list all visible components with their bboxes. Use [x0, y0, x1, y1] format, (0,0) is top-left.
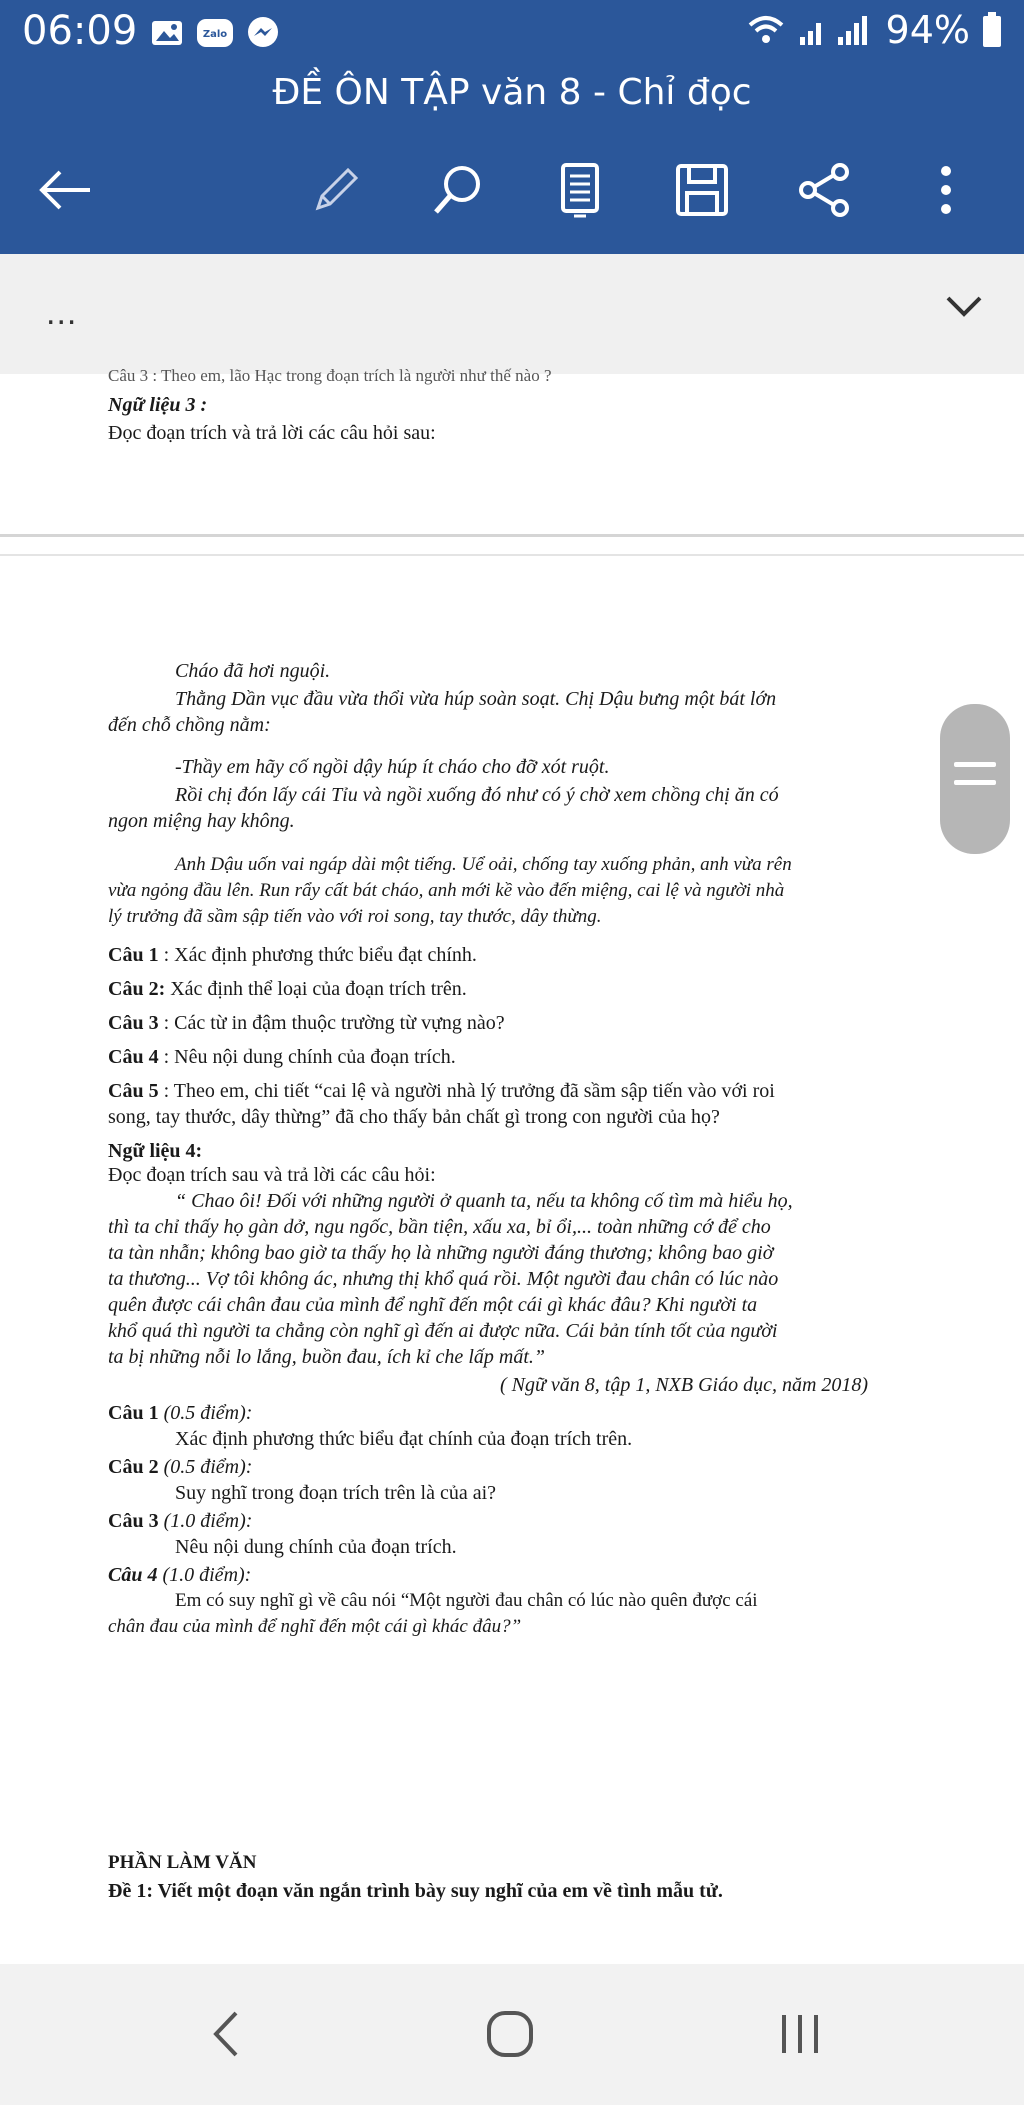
reading-view-icon	[560, 162, 600, 218]
edit-button[interactable]	[296, 150, 376, 230]
question-label: Câu 3	[108, 1510, 159, 1532]
status-time: 06:09	[22, 8, 138, 54]
share-button[interactable]	[784, 150, 864, 230]
passage4-line: khổ quá thì người ta chẳng còn nghĩ gì đến ai được nữa. Cái bản tính tốt của người	[108, 1320, 778, 1342]
question-text: Suy nghĩ trong đoạn trích trên là của ai?	[175, 1482, 497, 1504]
question-text: : Theo em, chi tiết “cai lệ và người nhà lý trưởng đã sầm sập tiến vào với roi	[158, 1080, 775, 1102]
back-arrow-icon	[36, 168, 94, 212]
notification-icons	[150, 16, 280, 50]
passage4-line: ta tàn nhẫn; không bao giờ ta thấy họ là những người đáng thương; không bao giờ	[108, 1242, 774, 1264]
question-row	[108, 1012, 505, 1035]
question-label: Câu 5	[108, 1080, 159, 1102]
question-row	[108, 1510, 252, 1533]
question-text: song, tay thước, dây thừng” đã cho thấy bản chất gì trong con người của họ?	[108, 1106, 720, 1128]
share-icon	[796, 162, 852, 218]
document-viewport[interactable]	[0, 366, 1024, 1964]
passage4-line: ta bị những nỗi lo lắng, buồn đau, ích kỉ che lấp mất.”	[108, 1346, 545, 1368]
cut-off-line: Câu 3 : Theo em, lão Hạc trong đoạn trích là người như thế nào ?	[108, 366, 552, 385]
nav-back-icon	[210, 2009, 240, 2059]
question-label: Câu 2:	[108, 978, 166, 1000]
passage3-line: Thằng Dần vục đầu vừa thổi vừa húp soàn soạt. Chị Dậu bưng một bát lớn	[175, 688, 777, 710]
essay-prompt: Đề 1: Viết một đoạn văn ngắn trình bày suy nghĩ của em về tình mẫu tử.	[108, 1880, 723, 1902]
save-icon	[675, 163, 729, 217]
question-text: chân đau của mình để nghĩ đến một cái gì khác đâu?”	[108, 1616, 522, 1637]
more-vert-icon	[938, 164, 954, 216]
nav-recents-icon	[778, 2009, 822, 2059]
question-text: : Các từ in đậm thuộc trường từ vựng nào?	[158, 1012, 505, 1034]
messenger-icon	[246, 16, 280, 50]
ngu-lieu-4-heading: Ngữ liệu 4:	[108, 1140, 203, 1162]
question-row	[108, 1402, 252, 1425]
passage3-line: -Thầy em hãy cố ngồi dậy húp ít cháo cho đỡ xót ruột.	[175, 756, 610, 778]
question-label: Câu 2	[108, 1456, 159, 1478]
scroll-handle-grip	[954, 762, 996, 767]
question-label: Câu 4	[108, 1564, 158, 1586]
passage3-line: lý trưởng đã sầm sập tiến vào với roi song, tay thước, dây thừng.	[108, 906, 602, 927]
battery-percent: 94%	[885, 8, 970, 52]
nav-recents-button[interactable]	[755, 1999, 845, 2069]
reading-view-button[interactable]	[540, 150, 620, 230]
ribbon-bar	[0, 254, 1024, 374]
toolbar	[0, 150, 1024, 230]
ngu-lieu-3-heading: Ngữ liệu 3 :	[108, 394, 208, 416]
question-text: : Xác định phương thức biểu đạt chính.	[158, 944, 477, 966]
passage3-line: đến chỗ chồng nằm:	[108, 714, 271, 736]
question-label: Câu 1	[108, 1402, 159, 1424]
battery-icon	[982, 12, 1002, 48]
search-icon	[430, 162, 486, 218]
save-button[interactable]	[662, 150, 742, 230]
scroll-handle[interactable]	[940, 704, 1010, 854]
intro-3: Đọc đoạn trích và trả lời các câu hỏi sau:	[108, 422, 436, 444]
question-row	[108, 1456, 252, 1479]
status-right	[746, 8, 1002, 52]
chevron-down-icon[interactable]	[944, 294, 984, 320]
page-break-line	[0, 554, 1024, 556]
question-text: Em có suy nghĩ gì về câu nói “Một người đau chân có lúc nào quên được cái	[175, 1590, 758, 1611]
question-text: : Nêu nội dung chính của đoạn trích.	[158, 1046, 456, 1068]
page-break	[0, 534, 1024, 537]
question-label: Câu 1	[108, 944, 159, 966]
gallery-icon	[150, 18, 184, 48]
question-label: Câu 4	[108, 1046, 159, 1068]
passage3-line: Anh Dậu uốn vai ngáp dài một tiếng. Uể oải, chống tay xuống phản, anh vừa rên	[175, 854, 792, 875]
nav-home-button[interactable]	[465, 1999, 555, 2069]
question-points: (1.0 điểm):	[157, 1564, 252, 1586]
question-row	[108, 1106, 720, 1129]
wifi-icon	[746, 13, 786, 47]
signal-icon	[798, 13, 874, 47]
question-points: (0.5 điểm):	[158, 1456, 253, 1478]
passage3-line: Rồi chị đón lấy cái Tỉu và ngồi xuống đó như có ý chờ xem chồng chị ăn có	[175, 784, 779, 806]
app-bar	[0, 0, 1024, 254]
more-options-button[interactable]	[906, 150, 986, 230]
question-row	[108, 978, 467, 1001]
question-row	[108, 944, 477, 967]
passage4-source: ( Ngữ văn 8, tập 1, NXB Giáo dục, năm 2018)	[500, 1374, 869, 1396]
pencil-icon	[310, 164, 362, 216]
scroll-handle-grip	[954, 780, 996, 785]
status-bar	[0, 0, 1024, 66]
search-button[interactable]	[418, 150, 498, 230]
question-text: Nêu nội dung chính của đoạn trích.	[175, 1536, 457, 1558]
nav-home-icon	[485, 2009, 535, 2059]
zalo-icon	[196, 17, 234, 49]
ribbon-more-button[interactable]: ...	[46, 294, 78, 332]
document-title: ĐỀ ÔN TẬP văn 8 - Chỉ đọc	[272, 72, 752, 113]
passage4-line: “ Chao ôi! Đối với những người ở quanh ta, nếu ta không cố tìm mà hiểu họ,	[175, 1190, 793, 1212]
back-button[interactable]	[25, 150, 105, 230]
section-heading: PHẦN LÀM VĂN	[108, 1852, 257, 1873]
svg-text:Zalo: Zalo	[202, 29, 228, 40]
passage3-line: vừa ngỏng đầu lên. Run rẩy cất bát cháo, anh mới kề vào đến miệng, cai lệ và người nhà	[108, 880, 785, 901]
question-text: Xác định phương thức biểu đạt chính của đoạn trích trên.	[175, 1428, 633, 1450]
question-label: Câu 3	[108, 1012, 159, 1034]
intro-4: Đọc đoạn trích sau và trả lời các câu hỏi:	[108, 1164, 436, 1186]
passage4-line: ta thương... Vợ tôi không ác, nhưng thị khổ quá rồi. Một người đau chân có lúc nào	[108, 1268, 779, 1290]
passage4-line: thì ta chỉ thấy họ gàn dở, ngu ngốc, bần tiện, xấu xa, bỉ ổi,... toàn những cớ để cho	[108, 1216, 771, 1238]
system-nav-bar	[0, 1964, 1024, 2105]
question-row	[108, 1564, 251, 1587]
passage3-line: Cháo đã hơi nguội.	[175, 660, 331, 682]
question-row	[108, 1080, 775, 1103]
nav-back-button[interactable]	[180, 1999, 270, 2069]
question-points: (0.5 điểm):	[158, 1402, 253, 1424]
question-points: (1.0 điểm):	[158, 1510, 253, 1532]
passage4-line: quên được cái chân đau của mình để nghĩ đến một cái gì khác đâu? Khi người ta	[108, 1294, 758, 1316]
passage3-line: ngon miệng hay không.	[108, 810, 295, 832]
question-text: Xác định thể loại của đoạn trích trên.	[165, 978, 467, 1000]
question-row	[108, 1046, 456, 1069]
